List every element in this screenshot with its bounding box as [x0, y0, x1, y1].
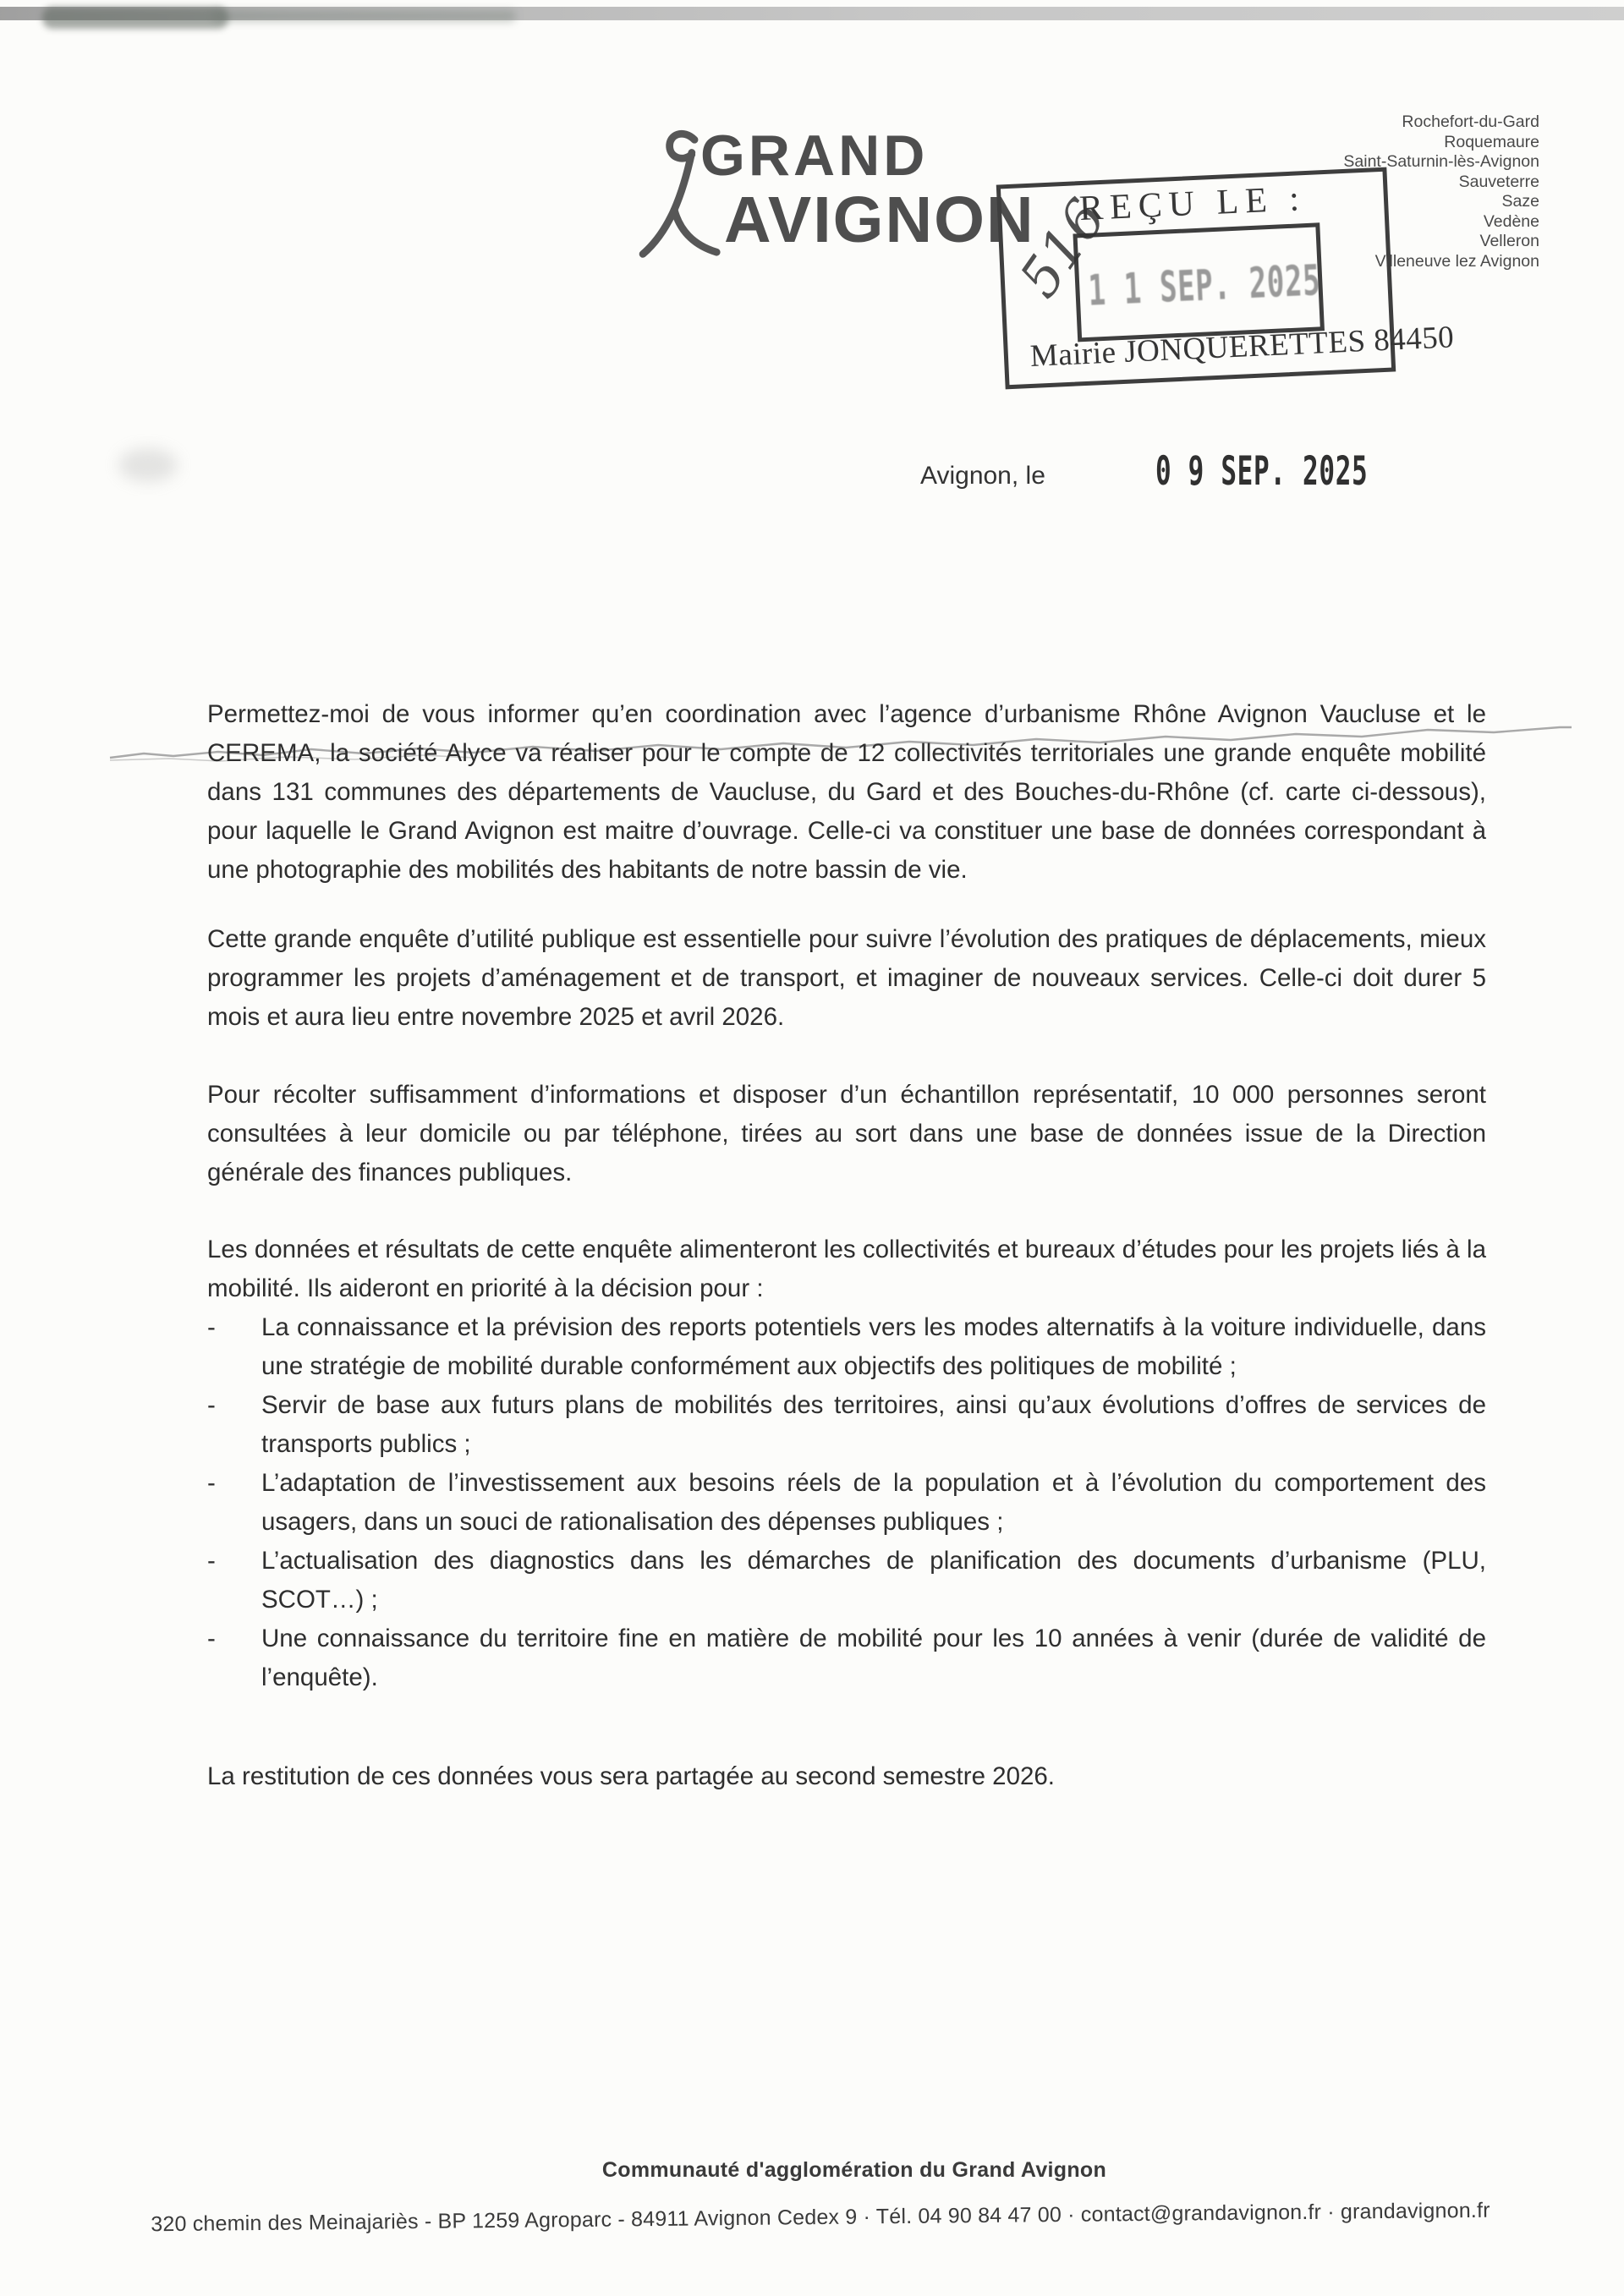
- bullet-text: La connaissance et la prévision des reports potentiels vers les modes alternatifs à la voiture individuelle, dans une stratégie de mobilité durable conformément aux objectifs des politiques de mobilité ;: [261, 1313, 1486, 1380]
- received-stamp-date-box: [1073, 222, 1325, 342]
- bullet-item: [207, 1386, 1486, 1464]
- commune-item: Sauveterre: [1458, 172, 1539, 191]
- bullet-marker: -: [207, 1469, 216, 1497]
- handwritten-number: 516: [1007, 188, 1119, 310]
- bullet-item: [207, 1542, 1486, 1619]
- commune-item: Velleron: [1479, 232, 1539, 250]
- bullet-item: [207, 1308, 1486, 1386]
- scan-artifact-smudge: [42, 7, 228, 29]
- received-stamp-office: Mairie JONQUERETTES 84450: [1029, 320, 1456, 374]
- scan-artifact-blot: [118, 448, 178, 482]
- bullet-text: Servir de base aux futurs plans de mobilités des territoires, ainsi qu’aux évolutions d’offres de services de transports publics ;: [261, 1391, 1486, 1458]
- paragraph: Permettez-moi de vous informer qu’en coordination avec l’agence d’urbanisme Rhône Avignon Vaucluse et le CEREMA, la société Alyce va réaliser pour le compte de 12 collectivités territoriales une grande enquête mobilité dans 131 communes des départements de Vaucluse, du Gard et des Bouches-du-Rhône (cf. carte ci-dessous), pour laquelle le Grand Avignon est maitre d’ouvrage. Celle-ci va constituer une base de données correspondant à une photographie des mobilités des habitants de notre bassin de vie.: [207, 700, 1486, 884]
- scan-artifact-smudge: [211, 10, 516, 22]
- logo-text-grand: GRAND: [700, 123, 929, 188]
- received-stamp-date: 1 1 SEP. 2025: [1087, 255, 1322, 315]
- bullet-marker: -: [207, 1313, 216, 1341]
- commune-item: Saint-Saturnin-lès-Avignon: [1343, 152, 1539, 171]
- bullet-text: L’adaptation de l’investissement aux besoins réels de la population et à l’évolution du comportement des usagers, dans un souci de rationalisation des dépenses publiques ;: [261, 1469, 1486, 1536]
- bullet-text: Une connaissance du territoire fine en matière de mobilité pour les 10 années à venir (durée de validité de l’enquête).: [261, 1625, 1486, 1691]
- commune-item: Villeneuve lez Avignon: [1374, 251, 1539, 271]
- bullet-list: [207, 1308, 1486, 1697]
- bullet-marker: -: [207, 1391, 216, 1419]
- paragraph: Les données et résultats de cette enquête alimenteront les collectivités et bureaux d’études pour les projets liés à la mobilité. Ils aideront en priorité à la décision pour :: [207, 1236, 1486, 1302]
- commune-item: Rochefort-du-Gard: [1402, 112, 1539, 131]
- bullet-marker: -: [207, 1547, 216, 1575]
- closing-line: La restitution de ces données vous sera partagée au second semestre 2026.: [207, 1762, 1056, 1790]
- dateline-place: Avignon, le: [920, 462, 1045, 490]
- commune-item: Vedène: [1483, 211, 1539, 231]
- commune-item: Saze: [1501, 192, 1539, 211]
- bullet-marker: -: [207, 1625, 216, 1652]
- bullet-item: [207, 1464, 1486, 1542]
- logo-text-avignon: AVIGNON: [724, 184, 1035, 256]
- dateline-date-stamp: 0 9 SEP. 2025: [1155, 448, 1369, 495]
- commune-item: Roquemaure: [1444, 132, 1539, 151]
- paragraph: Pour récolter suffisamment d’informations et disposer d’un échantillon représentatif, 10 000 personnes seront consultées à leur domicile ou par téléphone, tirées au sort dans une base de données issue de la Direction générale des finances publiques.: [207, 1081, 1486, 1186]
- received-stamp-label: REÇU LE :: [1078, 179, 1307, 229]
- bullet-text: L’actualisation des diagnostics dans les démarches de planification des documents d’urbanisme (PLU, SCOT…) ;: [261, 1547, 1486, 1614]
- paragraph: Cette grande enquête d’utilité publique est essentielle pour suivre l’évolution des pratiques de déplacements, mieux programmer les projets d’aménagement et de transport, et imaginer de nouveaux services. Celle-ci doit durer 5 mois et aura lieu entre novembre 2025 et avril 2026.: [207, 925, 1486, 1031]
- footer-address-line: 320 chemin des Meinajariès - BP 1259 Agroparc - 84911 Avignon Cedex 9 · Tél. 04 90 84 47 00 · contact@grandavignon.fr · grandavignon.fr: [151, 2198, 1490, 2237]
- footer-organization: Communauté d'agglomération du Grand Avignon: [601, 2158, 1107, 2182]
- bullet-item: [207, 1619, 1486, 1697]
